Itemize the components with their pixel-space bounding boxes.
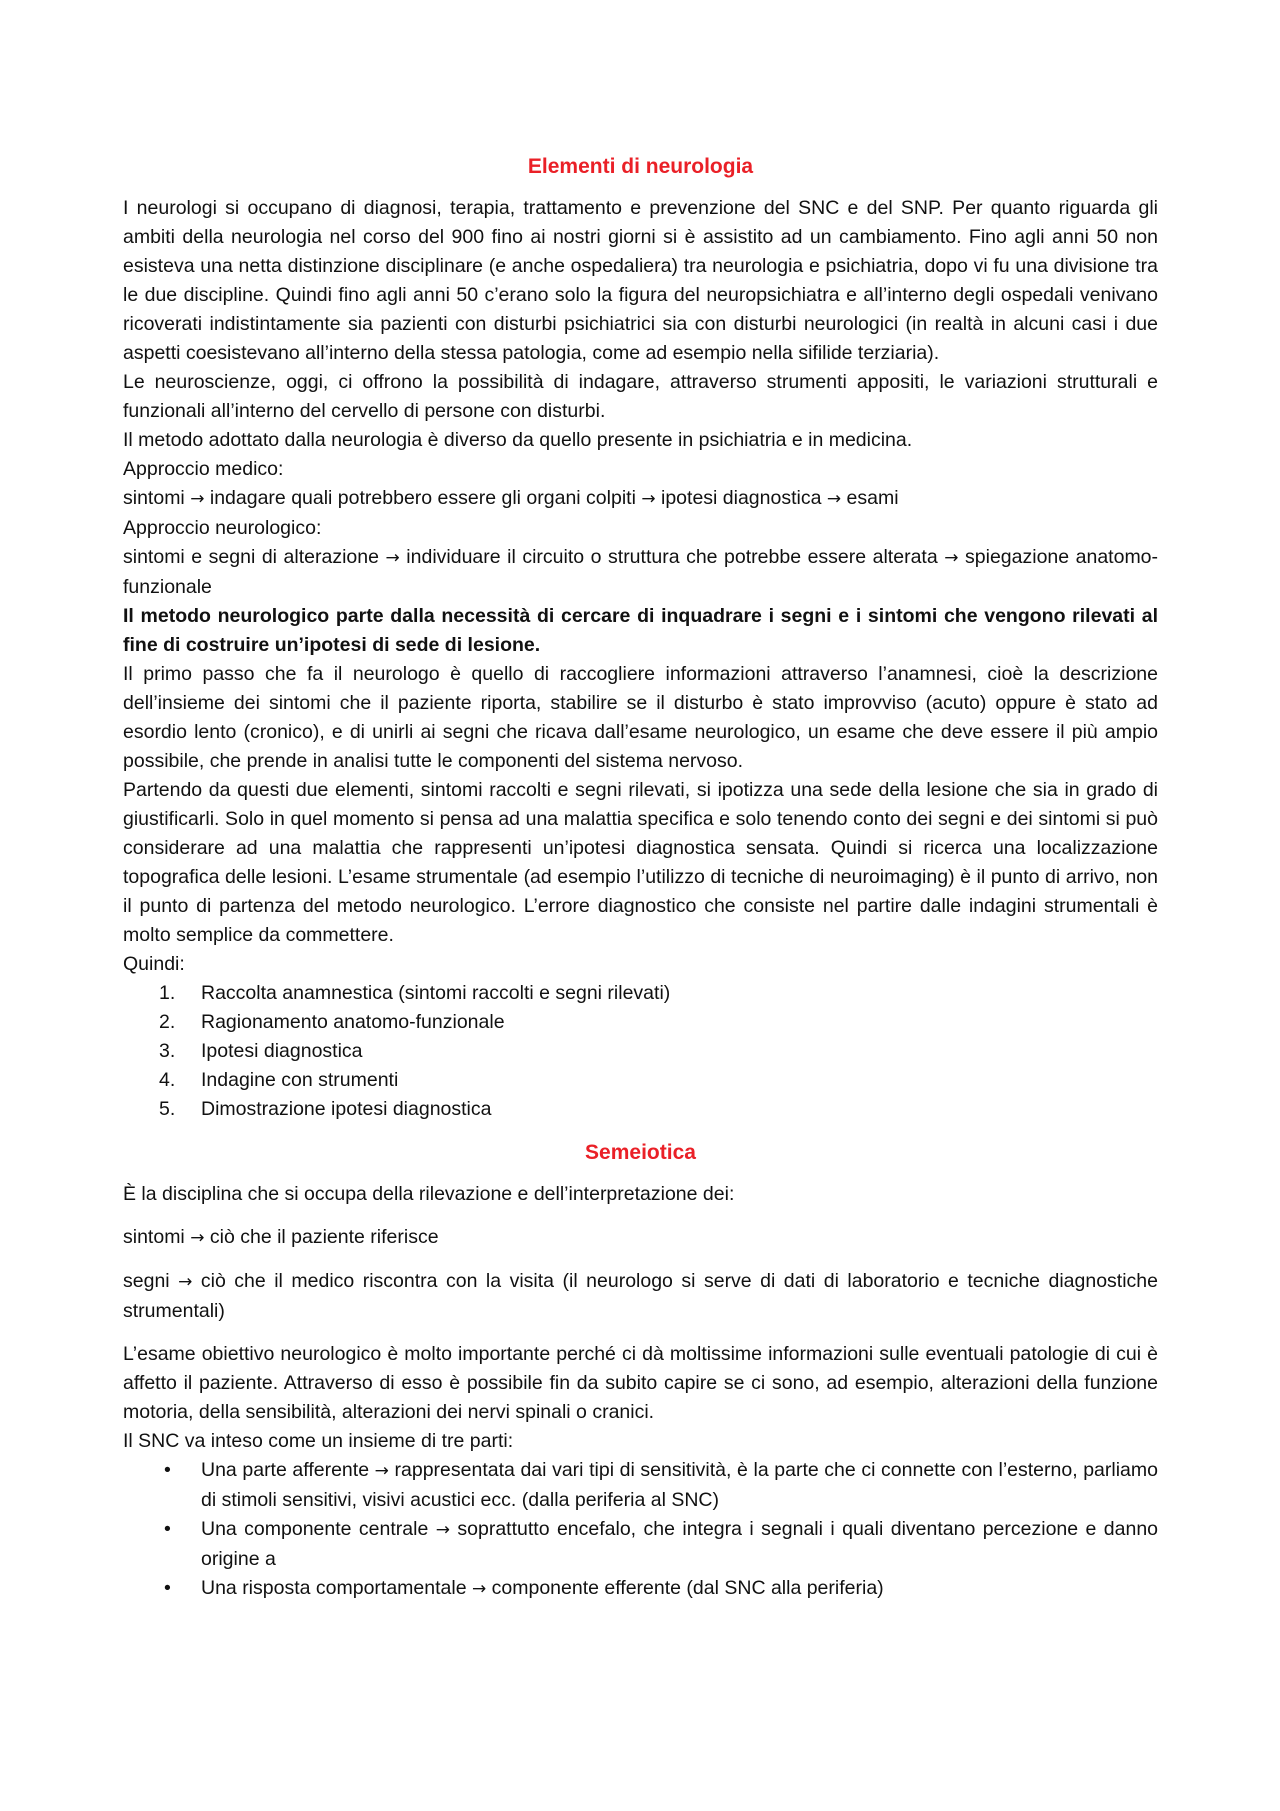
list-item <box>123 979 1158 1008</box>
list-item-text: Ragionamento anatomo-funzionale <box>201 1011 505 1033</box>
flow-step: sintomi <box>123 487 185 509</box>
snc-parts-list <box>123 1456 1158 1604</box>
arrow-right-icon: → <box>641 489 656 509</box>
approccio-neurologico-flow <box>123 543 1158 602</box>
paragraph-metodo: Il metodo adottato dalla neurologia è diverso da quello presente in psichiatria e in medicina. <box>123 429 913 451</box>
list-item <box>123 1095 1158 1124</box>
flow-step: individuare il circuito o struttura che potrebbe essere alterata <box>406 546 938 568</box>
label-quindi: Quindi: <box>123 953 185 975</box>
arrow-right-icon: → <box>944 548 959 568</box>
desc-segni: ciò che il medico riscontra con la visita (il neurologo si serve di dati di laboratorio e tecniche diagnostiche strumentali) <box>123 1270 1158 1322</box>
paragraph-esame-obiettivo: L’esame obiettivo neurologico è molto importante perché ci dà moltissime informazioni sulle eventuali patologie di cui è affetto il paziente. Attraverso di esso è possibile fin da subito capire se ci sono, ad esempio, alterazioni della funzione motoria, della sensibilità, alterazioni dei nervi spinali o cranici. <box>123 1343 1158 1423</box>
paragraph-definition: È la disciplina che si occupa della rilevazione e dell’interpretazione dei: <box>123 1183 735 1205</box>
desc-sintomi: ciò che il paziente riferisce <box>209 1226 439 1248</box>
list-item <box>123 1515 1158 1574</box>
arrow-right-icon: → <box>826 489 842 509</box>
arrow-right-icon: → <box>178 1272 193 1292</box>
term-segni: segni <box>123 1270 170 1292</box>
segni-definition <box>123 1267 1158 1326</box>
list-item-text: Ipotesi diagnostica <box>201 1040 363 1062</box>
list-item-text: Raccolta anamnestica (sintomi raccolti e segni rilevati) <box>201 982 671 1004</box>
list-item <box>123 1066 1158 1095</box>
arrow-right-icon: → <box>471 1579 487 1599</box>
list-number: 3. <box>159 1040 176 1062</box>
section-title-neurologia: Elementi di neurologia <box>527 155 754 178</box>
bullet-icon: • <box>164 1577 171 1599</box>
flow-step: esami <box>846 487 899 509</box>
approccio-medico-flow <box>123 484 1158 514</box>
flow-step: spiegazione anatomo-funzionale <box>123 546 1159 598</box>
flow-step: sintomi e segni di alterazione <box>123 546 379 568</box>
paragraph-partendo: Partendo da questi due elementi, sintomi raccolti e segni rilevati, si ipotizza una sede della lesione che sia in grado di giustificarli. Solo in quel momento si pensa ad una malattia specifica e solo tenendo conto dei segni e dei sintomi si può considerare ad una malattia che rappresenti un’ipotesi diagnostica sensata. Quindi si ricerca una localizzazione topografica delle lesioni. L’esame strumentale (ad esempio l’utilizzo di tecniche di neuroimaging) è il punto di arrivo, non il punto di partenza del metodo neurologico. L’errore diagnostico che consiste nel partire dalle indagini strumentali è molto semplice da commettere. <box>123 779 1158 946</box>
paragraph-bold-statement: Il metodo neurologico parte dalla necessità di cercare di inquadrare i segni e i sintomi che vengono rilevati al fine di costruire un’ipotesi di sede di lesione. <box>123 605 1158 656</box>
list-item <box>123 1574 1158 1604</box>
arrow-right-icon: → <box>374 1461 389 1481</box>
paragraph-primo-passo: Il primo passo che fa il neurologo è quello di raccogliere informazioni attraverso l’anamnesi, cioè la descrizione dell’insieme dei sintomi che il paziente riporta, stabilire se il disturbo è stato improvviso (acuto) oppure è stato ad esordio lento (cronico), e di unirli ai segni che ricava dall’esame neurologico, un esame che deve essere il più ampio possibile, che prende in analisi tutte le componenti del sistema nervoso. <box>123 663 1158 772</box>
document-page <box>123 152 1158 1604</box>
paragraph-neuroscienze: Le neuroscienze, oggi, ci offrono la possibilità di indagare, attraverso strumenti appositi, le variazioni strutturali e funzionali all’interno del cervello di persone con disturbi. <box>123 371 1158 422</box>
flow-step: indagare quali potrebbero essere gli organi colpiti <box>209 487 636 509</box>
bullet-term: Una componente centrale <box>201 1518 429 1540</box>
bullet-term: Una risposta comportamentale <box>201 1577 467 1599</box>
list-item <box>123 1008 1158 1037</box>
bullet-term: Una parte afferente <box>201 1459 370 1481</box>
list-number: 2. <box>159 1011 176 1033</box>
list-item-text: Indagine con strumenti <box>201 1069 399 1091</box>
bullet-desc: soprattutto encefalo, che integra i segnali i quali diventano percezione e danno origine a <box>201 1518 1159 1570</box>
list-item-text: Dimostrazione ipotesi diagnostica <box>201 1098 492 1120</box>
term-sintomi: sintomi <box>123 1226 185 1248</box>
list-number: 4. <box>159 1069 176 1091</box>
label-snc-parti: Il SNC va inteso come un insieme di tre parti: <box>123 1430 514 1452</box>
list-item <box>123 1456 1158 1515</box>
bullet-desc: componente efferente (dal SNC alla periferia) <box>491 1577 884 1599</box>
label-approccio-neurologico: Approccio neurologico: <box>123 517 322 539</box>
arrow-right-icon: → <box>190 1228 205 1248</box>
sintomi-definition <box>123 1223 1158 1253</box>
section-title-semeiotica: Semeiotica <box>585 1141 696 1164</box>
flow-step: ipotesi diagnostica <box>661 487 822 509</box>
list-item <box>123 1037 1158 1066</box>
bullet-desc: rappresentata dai vari tipi di sensitività, è la parte che ci connette con l’esterno, parliamo di stimoli sensitivi, visivi acustici ecc. (dalla periferia al SNC) <box>201 1459 1158 1511</box>
bullet-icon: • <box>164 1459 171 1481</box>
list-number: 1. <box>159 982 176 1004</box>
bullet-icon: • <box>164 1518 171 1540</box>
paragraph-intro: I neurologi si occupano di diagnosi, terapia, trattamento e prevenzione del SNC e del SNP. Per quanto riguarda gli ambiti della neurologia nel corso del 900 fino ai nostri giorni si è assistito ad un cambiamento. Fino agli anni 50 non esisteva una netta distinzione disciplinare (e anche ospedaliera) tra neurologia e psichiatria, dopo vi fu una divisione tra le due discipline. Quindi fino agli anni 50 c’erano solo la figura del neuropsichiatra e all’interno degli ospedali venivano ricoverati indistintamente sia pazienti con disturbi psichiatrici sia con disturbi neurologici (in realtà in alcuni casi i due aspetti coesistevano all’interno della stessa patologia, come ad esempio nella sifilide terziaria). <box>123 197 1158 364</box>
arrow-right-icon: → <box>435 1520 450 1540</box>
label-approccio-medico: Approccio medico: <box>123 458 284 480</box>
steps-list <box>123 979 1158 1124</box>
list-number: 5. <box>159 1098 176 1120</box>
arrow-right-icon: → <box>190 489 205 509</box>
arrow-right-icon: → <box>385 548 400 568</box>
